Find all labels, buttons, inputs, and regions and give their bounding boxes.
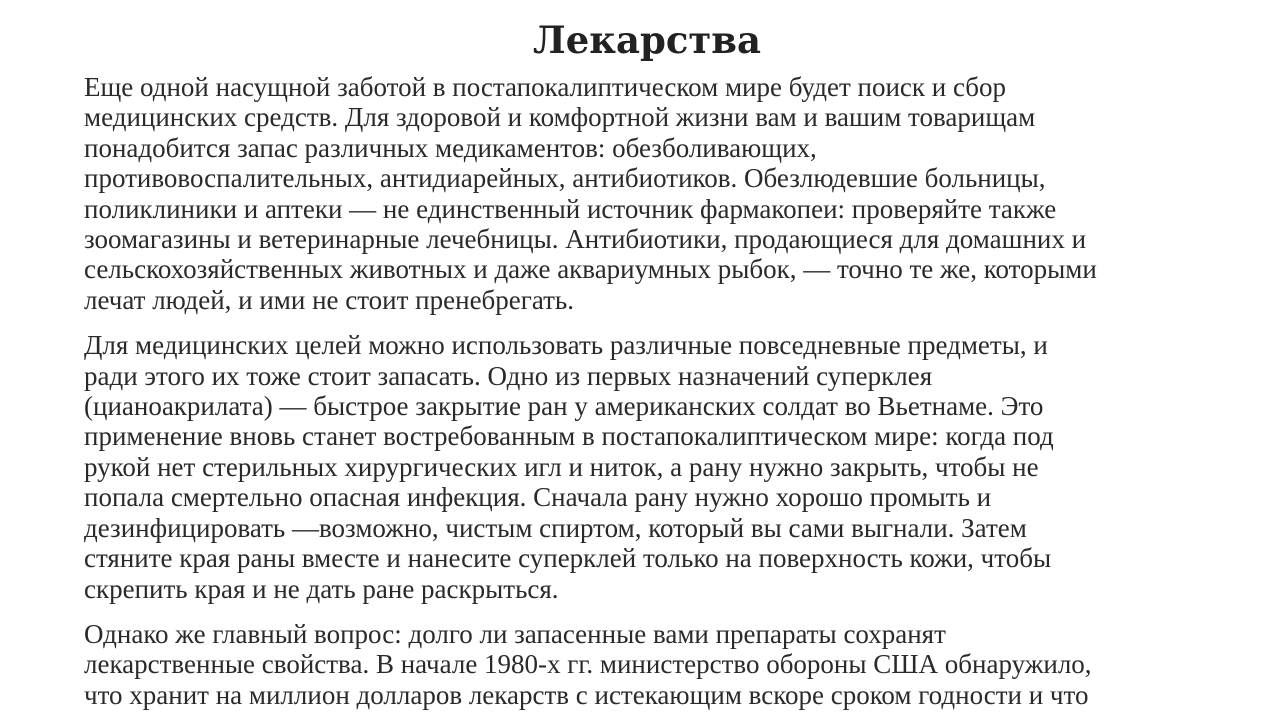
text-line: зоомагазины и ветеринарные лечебницы. Антибиотики, продающиеся для домашних и bbox=[84, 224, 1087, 255]
text-line: противовоспалительных, антидиарейных, антибиотиков. Обезлюдевшие больницы, bbox=[84, 163, 1046, 194]
text-line: дезинфицировать —возможно, чистым спиртом, который вы сами выгнали. Затем bbox=[84, 512, 1027, 543]
text-line: скрепить края и не дать ране раскрыться. bbox=[84, 573, 559, 604]
text-line: сельскохозяйственных животных и даже аквариумных рыбок, — точно те же, которыми bbox=[84, 254, 1097, 285]
paragraph-2 bbox=[84, 330, 1210, 604]
text-line: стяните края раны вместе и нанесите суперклей только на поверхность кожи, чтобы bbox=[84, 543, 1052, 574]
text-line: медицинских средств. Для здоровой и комфортной жизни вам и вашим товарищам bbox=[84, 102, 1036, 133]
text-line: ради этого их тоже стоит запасать. Одно из первых назначений суперклея bbox=[84, 360, 933, 391]
text-line: что хранит на миллион долларов лекарств с истекающим вскоре сроком годности и что bbox=[84, 679, 1089, 710]
text-line: лекарственные свойства. В начале 1980-х гг. министерство обороны США обнаружило, bbox=[84, 649, 1092, 680]
page-title: Лекарства bbox=[533, 18, 761, 62]
paragraph-1 bbox=[84, 72, 1210, 315]
text-line: применение вновь станет востребованным в постапокалиптическом мире: когда под bbox=[84, 421, 1054, 452]
text-line: рукой нет стерильных хирургических игл и ниток, а рану нужно закрыть, чтобы не bbox=[84, 451, 1039, 482]
text-line: лечат людей, и ими не стоит пренебрегать. bbox=[84, 284, 574, 315]
text-line: (цианоакрилата) — быстрое закрытие ран у американских солдат во Вьетнаме. Это bbox=[84, 391, 1044, 422]
text-line: попала смертельно опасная инфекция. Сначала рану нужно хорошо промыть и bbox=[84, 482, 992, 513]
text-line: Еще одной насущной заботой в постапокалиптическом мире будет поиск и сбор bbox=[84, 72, 1006, 102]
text-line: понадобится запас различных медикаментов: обезболивающих, bbox=[84, 132, 817, 163]
text-line: поликлиники и аптеки — не единственный источник фармакопеи: проверяйте также bbox=[84, 193, 1057, 224]
paragraph-3 bbox=[84, 619, 1210, 710]
text-line: Для медицинских целей можно использовать различные повседневные предметы, и bbox=[84, 330, 1048, 361]
text-line: Однако же главный вопрос: долго ли запасенные вами препараты сохранят bbox=[84, 618, 946, 649]
